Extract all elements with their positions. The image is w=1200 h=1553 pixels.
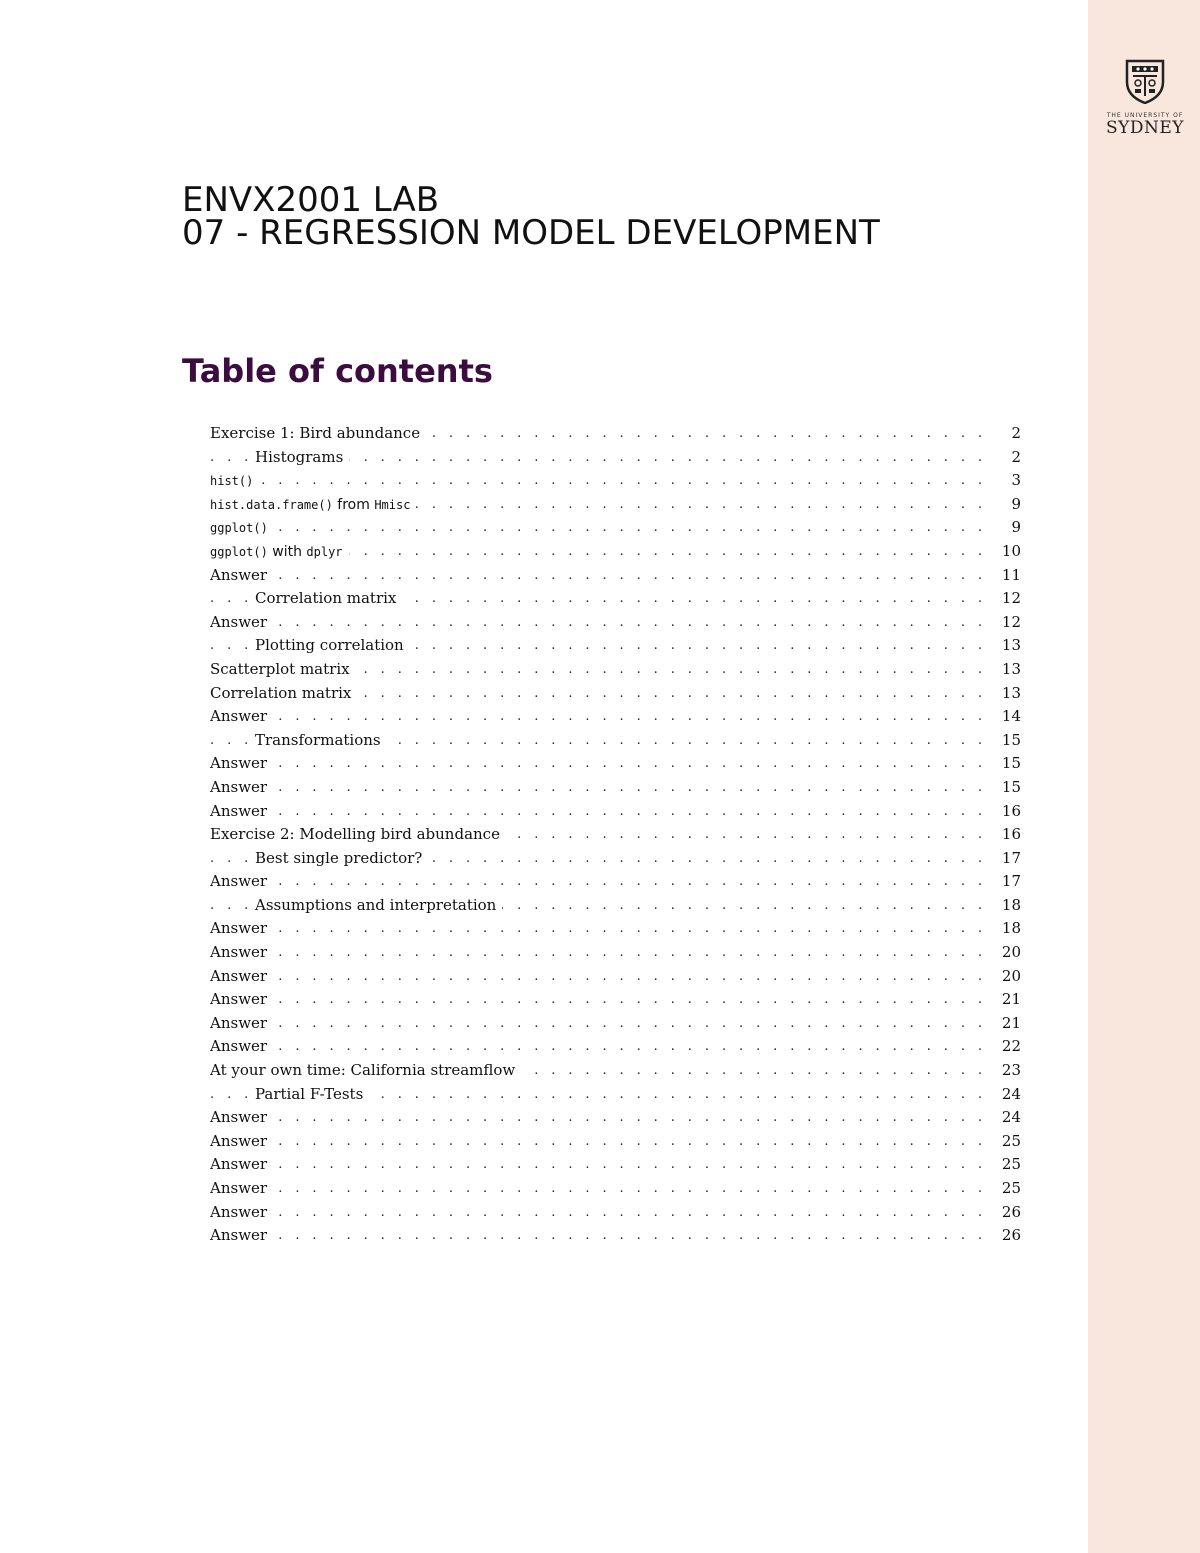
toc-entry-text: hist() — [210, 474, 259, 488]
toc-entry[interactable] — [210, 634, 1021, 658]
toc-page-number: 26 — [993, 1201, 1021, 1225]
toc-code-text: ggplot() — [210, 544, 268, 559]
toc-entry-text: Answer — [210, 754, 273, 772]
toc-entry[interactable] — [210, 1224, 1021, 1248]
document-title — [182, 180, 880, 253]
toc-entry-text: Answer — [210, 1226, 273, 1244]
toc-entry-text: Exercise 2: Modelling bird abundance — [210, 825, 506, 843]
toc-entry[interactable] — [210, 988, 1021, 1012]
toc-page-number: 12 — [993, 611, 1021, 635]
toc-entry-text: At your own time: California streamflow — [210, 1061, 521, 1079]
toc-entry-text: Assumptions and interpretation — [255, 896, 502, 914]
toc-entry[interactable] — [210, 516, 1021, 540]
toc-entry[interactable] — [210, 1012, 1021, 1036]
toc-entry[interactable] — [210, 941, 1021, 965]
toc-page-number: 2 — [993, 446, 1021, 470]
toc-entry[interactable] — [210, 823, 1021, 847]
toc-entry-text: Answer — [210, 1203, 273, 1221]
toc-entry[interactable] — [210, 870, 1021, 894]
toc-page-number: 16 — [993, 800, 1021, 824]
toc-page-number: 14 — [993, 705, 1021, 729]
toc-page-number: 16 — [993, 823, 1021, 847]
toc-entry[interactable] — [210, 564, 1021, 588]
toc-page-number: 18 — [993, 894, 1021, 918]
toc-page-number: 2 — [993, 422, 1021, 446]
toc-page-number: 17 — [993, 870, 1021, 894]
toc-entry-text: Answer — [210, 1155, 273, 1173]
toc-entry[interactable] — [210, 705, 1021, 729]
toc-page-number: 25 — [993, 1177, 1021, 1201]
toc-entry-text: Correlation matrix — [210, 684, 357, 702]
toc-entry-text: Partial F-Tests — [255, 1085, 369, 1103]
toc-code-text: dplyr — [306, 544, 343, 559]
toc-page-number: 18 — [993, 917, 1021, 941]
toc-entry-text: Answer — [210, 802, 273, 820]
toc-entry[interactable] — [210, 800, 1021, 824]
title-line-1: ENVX2001 LAB — [182, 180, 440, 220]
toc-entry[interactable] — [210, 917, 1021, 941]
toc-entry[interactable] — [210, 469, 1021, 493]
toc-entry[interactable] — [210, 1035, 1021, 1059]
toc-entry-text: Best single predictor? — [255, 849, 428, 867]
toc-entry[interactable] — [210, 540, 1021, 564]
toc-page-number: 25 — [993, 1153, 1021, 1177]
toc-entry-text: Answer — [210, 707, 273, 725]
toc-entry-text: ggplot() — [210, 521, 274, 535]
toc-page-number: 12 — [993, 587, 1021, 611]
toc-entry-text: Scatterplot matrix — [210, 660, 356, 678]
toc-entry-text: Answer — [210, 1014, 273, 1032]
toc-entry-text — [210, 545, 349, 559]
crest-icon — [1123, 58, 1167, 104]
toc-entry[interactable] — [210, 776, 1021, 800]
toc-plain-text: from — [332, 496, 375, 513]
toc-entry[interactable] — [210, 493, 1021, 517]
toc-entry-text: Transformations — [255, 731, 387, 749]
toc-entry[interactable] — [210, 1083, 1021, 1107]
toc-heading: Table of contents — [182, 352, 493, 390]
toc-entry[interactable] — [210, 752, 1021, 776]
toc-page-number: 24 — [993, 1083, 1021, 1107]
toc-page-number: 17 — [993, 847, 1021, 871]
toc-page-number: 3 — [993, 469, 1021, 493]
toc-entry[interactable] — [210, 611, 1021, 635]
toc-page-number: 15 — [993, 776, 1021, 800]
toc-entry-text: Answer — [210, 943, 273, 961]
toc-entry[interactable] — [210, 1059, 1021, 1083]
toc-page-number: 21 — [993, 1012, 1021, 1036]
toc-page-number: 25 — [993, 1130, 1021, 1154]
toc-entry-text: Exercise 1: Bird abundance — [210, 424, 426, 442]
toc-entry[interactable] — [210, 729, 1021, 753]
toc-entry-text: Answer — [210, 1037, 273, 1055]
toc-page-number: 26 — [993, 1224, 1021, 1248]
toc-entry[interactable] — [210, 1153, 1021, 1177]
toc-plain-text: with — [267, 543, 307, 560]
toc-page-number: 13 — [993, 682, 1021, 706]
toc-entry-text: Answer — [210, 919, 273, 937]
toc-entry[interactable] — [210, 422, 1021, 446]
toc-entry[interactable] — [210, 1106, 1021, 1130]
logo-small-text: THE UNIVERSITY OF — [1106, 112, 1184, 119]
toc-page-number: 13 — [993, 634, 1021, 658]
toc-entry[interactable] — [210, 847, 1021, 871]
toc-entry-text: Answer — [210, 967, 273, 985]
toc-entry-text: Answer — [210, 990, 273, 1008]
toc-entry-text: Answer — [210, 613, 273, 631]
toc-page-number: 20 — [993, 941, 1021, 965]
toc-entry[interactable] — [210, 1177, 1021, 1201]
toc-entry[interactable] — [210, 587, 1021, 611]
toc-entry-text — [210, 498, 416, 512]
toc-entry[interactable] — [210, 894, 1021, 918]
toc-page-number: 15 — [993, 752, 1021, 776]
toc-entry-text: Answer — [210, 1108, 273, 1126]
university-logo — [1100, 58, 1190, 137]
toc-entry[interactable] — [210, 682, 1021, 706]
toc-page-number: 21 — [993, 988, 1021, 1012]
toc-entry-text: Histograms — [255, 448, 349, 466]
toc-entry[interactable] — [210, 1130, 1021, 1154]
toc-entry[interactable] — [210, 446, 1021, 470]
sidebar-band — [1088, 0, 1200, 1553]
toc-page-number: 10 — [993, 540, 1021, 564]
toc-page-number: 20 — [993, 965, 1021, 989]
toc-entry-text: Plotting correlation — [255, 636, 410, 654]
title-line-2: 07 - REGRESSION MODEL DEVELOPMENT — [182, 213, 880, 253]
logo-wordmark: SYDNEY — [1105, 118, 1184, 138]
toc-page-number: 24 — [993, 1106, 1021, 1130]
toc-entry-text: Correlation matrix — [255, 589, 402, 607]
toc-entry-text: Answer — [210, 566, 273, 584]
toc-page-number: 13 — [993, 658, 1021, 682]
toc-page-number: 23 — [993, 1059, 1021, 1083]
toc-code-text: Hmisc — [374, 497, 411, 512]
table-of-contents — [210, 422, 1021, 1248]
toc-entry[interactable] — [210, 1201, 1021, 1225]
toc-entry[interactable] — [210, 965, 1021, 989]
toc-entry-text: Answer — [210, 778, 273, 796]
toc-page-number: 9 — [993, 493, 1021, 517]
toc-page-number: 9 — [993, 516, 1021, 540]
toc-code-text: hist.data.frame() — [210, 497, 333, 512]
toc-page-number: 15 — [993, 729, 1021, 753]
toc-page-number: 22 — [993, 1035, 1021, 1059]
toc-entry-text: Answer — [210, 872, 273, 890]
toc-entry-text: Answer — [210, 1179, 273, 1197]
toc-entry[interactable] — [210, 658, 1021, 682]
toc-entry-text: Answer — [210, 1132, 273, 1150]
toc-page-number: 11 — [993, 564, 1021, 588]
